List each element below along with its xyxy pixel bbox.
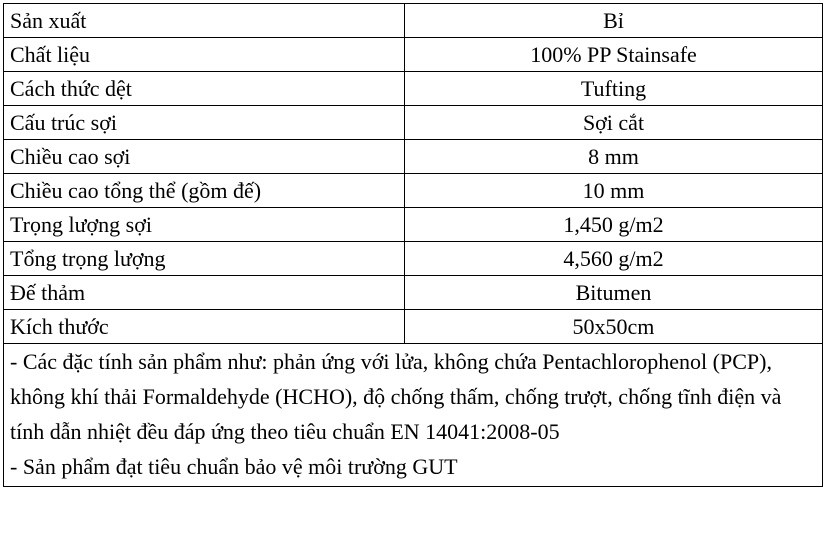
spec-value: Sợi cắt <box>405 106 823 140</box>
spec-value: 100% PP Stainsafe <box>405 38 823 72</box>
spec-value: 4,560 g/m2 <box>405 242 823 276</box>
table-row <box>4 106 823 140</box>
spec-value: 10 mm <box>405 174 823 208</box>
spec-label: Chất liệu <box>4 38 405 72</box>
spec-label: Sản xuất <box>4 4 405 38</box>
spec-label: Chiều cao tổng thể (gồm đế) <box>4 174 405 208</box>
spec-value: 1,450 g/m2 <box>405 208 823 242</box>
table-row <box>4 208 823 242</box>
notes-cell <box>4 344 823 487</box>
table-row <box>4 38 823 72</box>
spec-label: Tổng trọng lượng <box>4 242 405 276</box>
spec-label: Chiều cao sợi <box>4 140 405 174</box>
notes-row <box>4 344 823 487</box>
spec-label: Cách thức dệt <box>4 72 405 106</box>
spec-value: Bỉ <box>405 4 823 38</box>
table-row <box>4 4 823 38</box>
table-row <box>4 276 823 310</box>
spec-label: Kích thước <box>4 310 405 344</box>
spec-label: Cấu trúc sợi <box>4 106 405 140</box>
table-row <box>4 242 823 276</box>
spec-value: Bitumen <box>405 276 823 310</box>
spec-label: Đế thảm <box>4 276 405 310</box>
table-row <box>4 310 823 344</box>
spec-value: 8 mm <box>405 140 823 174</box>
spec-value: Tufting <box>405 72 823 106</box>
notes-line-environment: - Sản phẩm đạt tiêu chuẩn bảo vệ môi trường GUT <box>10 454 458 479</box>
table-row <box>4 174 823 208</box>
notes-line-properties: - Các đặc tính sản phẩm như: phản ứng với lửa, không chứa Pentachlorophenol (PCP), không khí thải Formaldehyde (HCHO), độ chống thấm, chống trượt, chống tĩnh điện và tính dẫn nhiệt đều đáp ứng theo tiêu chuẩn EN 14041:2008-05 <box>10 349 782 444</box>
product-spec-table <box>3 3 823 487</box>
spec-value: 50x50cm <box>405 310 823 344</box>
table-row <box>4 72 823 106</box>
table-row <box>4 140 823 174</box>
spec-label: Trọng lượng sợi <box>4 208 405 242</box>
